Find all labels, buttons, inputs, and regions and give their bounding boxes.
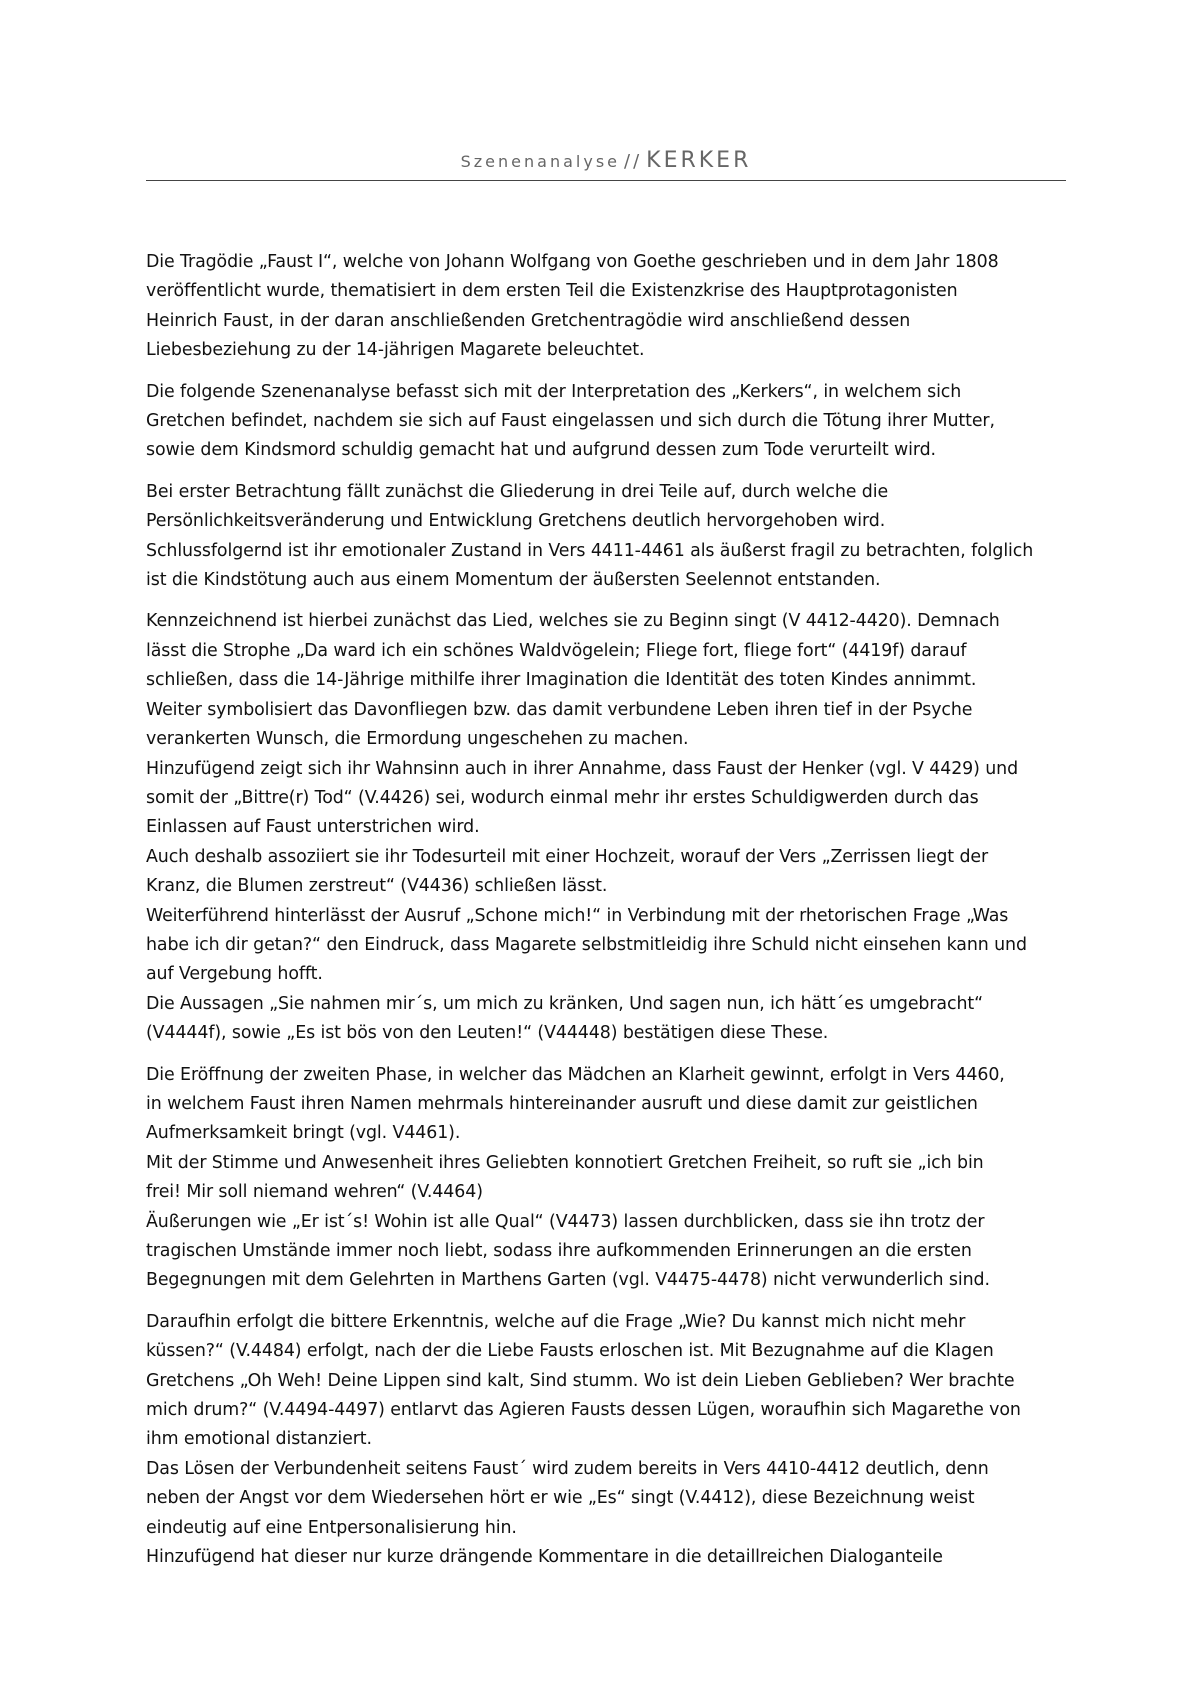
text-line: Begegnungen mit dem Gelehrten in Marthens Garten (vgl. V4475-4478) nicht verwunderlich sind.	[146, 1270, 990, 1291]
text-line: ihm emotional distanziert.	[146, 1429, 372, 1450]
text-line: Hinzufügend hat dieser nur kurze drängende Kommentare in die detaillreichen Dialoganteile	[146, 1547, 943, 1568]
paragraph	[146, 248, 1066, 366]
text-line: neben der Angst vor dem Wiedersehen hört er wie „Es“ singt (V.4412), diese Bezeichnung weist	[146, 1488, 975, 1509]
document-body	[146, 248, 1066, 1584]
text-line: Gretchens „Oh Weh! Deine Lippen sind kalt, Sind stumm. Wo ist dein Lieben Geblieben? Wer brachte	[146, 1370, 1015, 1391]
document-page	[146, 0, 1066, 1698]
header-title: KERKER	[646, 148, 752, 173]
text-line: Weiter symbolisiert das Davonfliegen bzw. das damit verbundene Leben ihren tief in der Psyche	[146, 699, 973, 720]
text-line: Die Aussagen „Sie nahmen mir´s, um mich zu kränken, Und sagen nun, ich hätt´es umgebracht“	[146, 993, 983, 1014]
text-line: Liebesbeziehung zu der 14-jährigen Magarete beleuchtet.	[146, 340, 645, 361]
text-line: somit der „Bittre(r) Tod“ (V.4426) sei, wodurch einmal mehr ihr erstes Schuldigwerden durch das	[146, 787, 979, 808]
text-line: tragischen Umstände immer noch liebt, sodass ihre aufkommenden Erinnerungen an die ersten	[146, 1241, 972, 1261]
text-line: Bei erster Betrachtung fällt zunächst die Gliederung in drei Teile auf, durch welche die	[146, 481, 889, 502]
text-line: Daraufhin erfolgt die bittere Erkenntnis, welche auf die Frage „Wie? Du kannst mich nicht mehr	[146, 1311, 966, 1332]
text-line: frei! Mir soll niemand wehren“ (V.4464)	[146, 1182, 483, 1203]
text-line: Kranz, die Blumen zerstreut“ (V4436) schließen lässt.	[146, 876, 608, 897]
text-line: habe ich dir getan?“ den Eindruck, dass Magarete selbstmitleidig ihre Schuld nicht einsehen kann und	[146, 934, 1027, 955]
text-line: Aufmerksamkeit bringt (vgl. V4461).	[146, 1123, 461, 1144]
text-line: sowie dem Kindsmord schuldig gemacht hat und aufgrund dessen zum Tode verurteilt wird.	[146, 440, 936, 461]
text-line: mich drum?“ (V.4494-4497) entlarvt das Agieren Fausts dessen Lügen, woraufhin sich Magarethe von	[146, 1400, 1021, 1421]
text-line: Einlassen auf Faust unterstrichen wird.	[146, 817, 480, 838]
text-line: veröffentlicht wurde, thematisiert in dem ersten Teil die Existenzkrise des Hauptprotagonisten	[146, 281, 958, 302]
header-subtitle: Szenenanalyse	[460, 152, 620, 171]
text-line: Heinrich Faust, in der daran anschließenden Gretchentragödie wird anschließend dessen	[146, 310, 911, 331]
paragraph	[146, 1308, 1066, 1573]
text-line: auf Vergebung hofft.	[146, 964, 323, 985]
text-line: Die folgende Szenenanalyse befasst sich mit der Interpretation des „Kerkers“, in welchem sich	[146, 381, 962, 402]
text-line: küssen?“ (V.4484) erfolgt, nach der die Liebe Fausts erloschen ist. Mit Bezugnahme auf die Klagen	[146, 1341, 994, 1362]
text-line: lässt die Strophe „Da ward ich ein schönes Waldvögelein; Fliege fort, fliege fort“ (4419f) darauf	[146, 640, 967, 661]
text-line: Das Lösen der Verbundenheit seitens Faust´ wird zudem bereits in Vers 4410-4412 deutlich, denn	[146, 1458, 989, 1479]
text-line: Mit der Stimme und Anwesenheit ihres Geliebten konnotiert Gretchen Freiheit, so ruft sie „ich bin	[146, 1152, 984, 1173]
page-header	[146, 148, 1066, 173]
text-line: schließen, dass die 14-Jährige mithilfe ihrer Imagination die Identität des toten Kindes annimmt.	[146, 670, 977, 691]
header-separator: //	[624, 151, 643, 172]
text-line: Weiterführend hinterlässt der Ausruf „Schone mich!“ in Verbindung mit der rhetorischen Frage „Was	[146, 905, 1009, 926]
text-line: Die Tragödie „Faust I“, welche von Johann Wolfgang von Goethe geschrieben und in dem Jahr 1808	[146, 252, 999, 272]
text-line: Persönlichkeitsveränderung und Entwicklung Gretchens deutlich hervorgehoben wird.	[146, 511, 886, 532]
paragraph	[146, 1061, 1066, 1296]
text-line: verankerten Wunsch, die Ermordung ungeschehen zu machen.	[146, 729, 689, 750]
paragraph	[146, 378, 1066, 466]
text-line: Äußerungen wie „Er ist´s! Wohin ist alle Qual“ (V4473) lassen durchblicken, dass sie ihn trotz der	[146, 1211, 985, 1232]
text-line: Gretchen befindet, nachdem sie sich auf Faust eingelassen und sich durch die Tötung ihrer Mutter,	[146, 411, 995, 432]
text-line: Auch deshalb assoziiert sie ihr Todesurteil mit einer Hochzeit, worauf der Vers „Zerrissen liegt der	[146, 846, 989, 867]
text-line: Schlussfolgernd ist ihr emotionaler Zustand in Vers 4411-4461 als äußerst fragil zu betrachten, folglich	[146, 540, 1034, 561]
header-divider	[146, 180, 1066, 181]
text-line: Hinzufügend zeigt sich ihr Wahnsinn auch in ihrer Annahme, dass Faust der Henker (vgl. V 4429) und	[146, 758, 1019, 779]
text-line: in welchem Faust ihren Namen mehrmals hintereinander ausruft und diese damit zur geistlichen	[146, 1093, 978, 1114]
paragraph	[146, 607, 1066, 1048]
text-line: eindeutig auf eine Entpersonalisierung hin.	[146, 1517, 517, 1538]
text-line: Kennzeichnend ist hierbei zunächst das Lied, welches sie zu Beginn singt (V 4412-4420). Demnach	[146, 611, 1000, 632]
text-line: Die Eröffnung der zweiten Phase, in welcher das Mädchen an Klarheit gewinnt, erfolgt in Vers 4460,	[146, 1064, 1005, 1085]
paragraph	[146, 478, 1066, 596]
text-line: ist die Kindstötung auch aus einem Momentum der äußersten Seelennot entstanden.	[146, 570, 881, 591]
text-line: (V4444f), sowie „Es ist bös von den Leuten!“ (V44448) bestätigen diese These.	[146, 1023, 829, 1044]
